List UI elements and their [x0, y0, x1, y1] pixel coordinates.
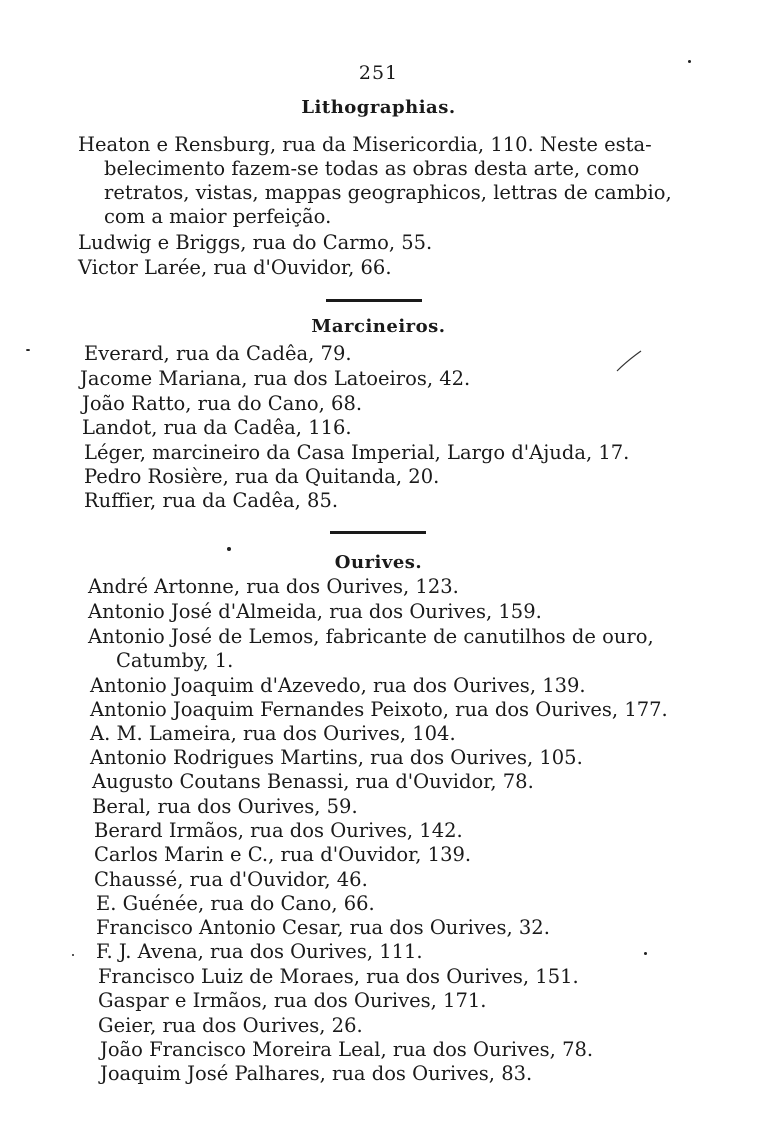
entry-line: belecimento fazem-se todas as obras desta arte, como: [104, 157, 640, 180]
section-divider: [326, 299, 422, 302]
paper-speck: [227, 547, 231, 551]
paper-speck: [26, 349, 30, 351]
entry-line: Antonio Joaquim Fernandes Peixoto, rua dos Ourives, 177.: [90, 698, 668, 721]
entry-line: F. J. Avena, rua dos Ourives, 111.: [96, 940, 423, 963]
entry-line: Francisco Luiz de Moraes, rua dos Ourives, 151.: [98, 965, 579, 988]
entry-line: Gaspar e Irmãos, rua dos Ourives, 171.: [98, 989, 487, 1012]
entry-line: João Ratto, rua do Cano, 68.: [82, 392, 363, 415]
paper-speck: [688, 60, 691, 63]
entry-line: Geier, rua dos Ourives, 26.: [98, 1014, 363, 1037]
entry-line: Augusto Coutans Benassi, rua d'Ouvidor, 78.: [92, 770, 534, 793]
entry-line: com a maior perfeição.: [104, 205, 332, 228]
section-heading-ourives: Ourives.: [334, 552, 423, 573]
entry-line: Beral, rua dos Ourives, 59.: [92, 795, 358, 818]
section-heading-lithographias: Lithographias.: [301, 97, 456, 118]
section-heading-marcineiros: Marcineiros.: [311, 316, 446, 337]
entry-line: A. M. Lameira, rua dos Ourives, 104.: [90, 722, 456, 745]
entry-line: Pedro Rosière, rua da Quitanda, 20.: [84, 465, 440, 488]
entry-line: Victor Larée, rua d'Ouvidor, 66.: [78, 256, 392, 279]
entry-line: Antonio Rodrigues Martins, rua dos Ourives, 105.: [90, 746, 583, 769]
paper-speck: [72, 954, 74, 956]
section-divider: [330, 531, 426, 534]
entry-line: Antonio Joaquim d'Azevedo, rua dos Ourives, 139.: [90, 674, 586, 697]
entry-line: Chaussé, rua d'Ouvidor, 46.: [94, 868, 368, 891]
entry-line: Antonio José d'Almeida, rua dos Ourives, 159.: [88, 600, 542, 623]
entry-line: Carlos Marin e C., rua d'Ouvidor, 139.: [94, 843, 472, 866]
entry-line: Ludwig e Briggs, rua do Carmo, 55.: [78, 231, 433, 254]
entry-line: Everard, rua da Cadêa, 79.: [84, 342, 352, 365]
entry-line: João Francisco Moreira Leal, rua dos Ourives, 78.: [100, 1038, 594, 1061]
entry-line: Berard Irmãos, rua dos Ourives, 142.: [94, 819, 463, 842]
entry-line: Francisco Antonio Cesar, rua dos Ourives, 32.: [96, 916, 550, 939]
page-number: 251: [358, 62, 399, 84]
entry-line: Catumby, 1.: [116, 649, 234, 672]
entry-line: Antonio José de Lemos, fabricante de canutilhos de ouro,: [88, 625, 654, 648]
entry-line: E. Guénée, rua do Cano, 66.: [96, 892, 375, 915]
entry-line: André Artonne, rua dos Ourives, 123.: [88, 575, 459, 598]
pen-stroke-mark: [615, 345, 645, 375]
entry-line: Landot, rua da Cadêa, 116.: [82, 416, 352, 439]
entry-line: Joaquim José Palhares, rua dos Ourives, 83.: [100, 1062, 533, 1085]
entry-line: Heaton e Rensburg, rua da Misericordia, 110. Neste esta-: [78, 133, 652, 156]
paper-speck: [644, 952, 647, 955]
entry-line: Ruffier, rua da Cadêa, 85.: [84, 489, 339, 512]
entry-line: retratos, vistas, mappas geographicos, lettras de cambio,: [104, 181, 672, 204]
entry-line: Léger, marcineiro da Casa Imperial, Largo d'Ajuda, 17.: [84, 441, 630, 464]
entry-line: Jacome Mariana, rua dos Latoeiros, 42.: [80, 367, 471, 390]
